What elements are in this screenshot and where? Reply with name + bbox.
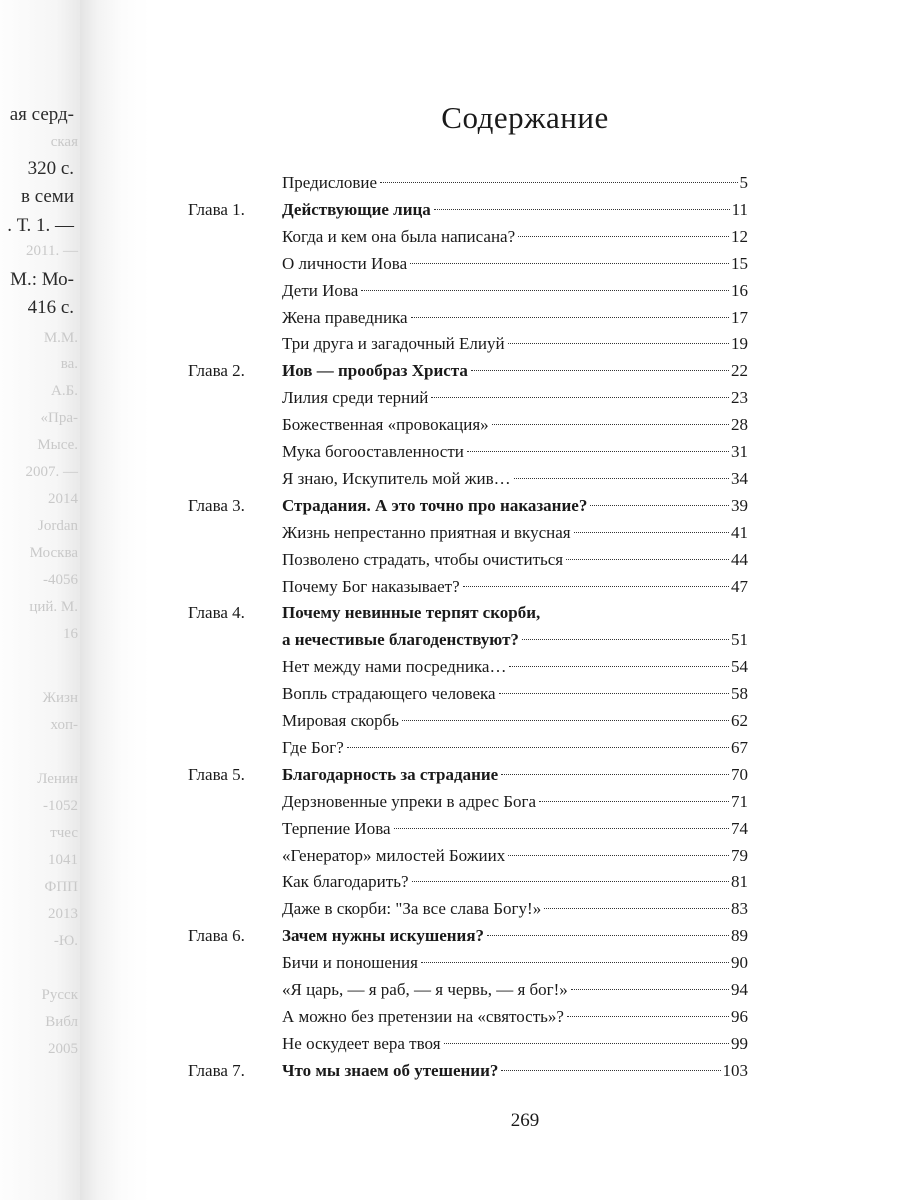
toc-dot-leader (590, 505, 729, 506)
toc-entry (282, 305, 748, 331)
toc-entry-title: Бичи и поношения (282, 953, 418, 973)
toc-row (0, 950, 900, 976)
toc-page-number: 89 (731, 926, 748, 946)
toc-entry (282, 466, 748, 492)
toc-entry (282, 331, 748, 357)
toc-dot-leader (509, 666, 729, 667)
toc-dot-leader (431, 397, 729, 398)
toc-page-number: 34 (731, 468, 748, 488)
toc-dot-leader (394, 828, 729, 829)
toc-row (0, 574, 900, 600)
toc-entry-title: Почему Бог наказывает? (282, 576, 460, 596)
toc-entry-title: Жизнь непрестанно приятная и вкусная (282, 522, 571, 542)
left-page-faded-line: Jordan (38, 518, 78, 534)
toc-dot-leader (463, 586, 729, 587)
toc-chapter-label: Глава 7. (188, 1060, 245, 1080)
toc-row (0, 843, 900, 869)
left-page-faded-line: Жизн (42, 690, 78, 706)
toc-chapter-row (0, 493, 900, 519)
toc-row (0, 735, 900, 761)
toc-dot-leader (499, 693, 729, 694)
toc-page-number: 54 (731, 657, 748, 677)
toc-entry-title: Жена праведника (282, 307, 408, 327)
toc-entry (282, 278, 748, 304)
toc-page-number: 31 (731, 442, 748, 461)
left-page-faded-line: хоп- (50, 717, 78, 733)
left-page-faded-line: -4056 (43, 572, 78, 588)
toc-entry-title: Дети Иова (282, 280, 359, 300)
toc-entry (282, 439, 748, 465)
toc-row (0, 789, 900, 815)
toc-dot-leader (434, 209, 730, 210)
toc-entry-title: Божественная «провокация» (282, 415, 489, 435)
toc-dot-leader (501, 1070, 720, 1071)
left-page-faded-line: -Ю. (53, 933, 78, 949)
toc-entry-title: Дерзновенные упреки в адрес Бога (282, 791, 537, 811)
toc-entry-title: Почему невинные терпят скорби, (282, 603, 541, 623)
toc-entry (282, 843, 748, 869)
toc-row (0, 305, 900, 331)
toc-page-number: 62 (731, 711, 748, 730)
toc-entry (282, 574, 748, 600)
toc-entry-title: А можно без претензии на «святость»? (282, 1006, 564, 1026)
toc-entry-title: Действующие лица (282, 199, 431, 219)
toc-entry (282, 1058, 748, 1084)
toc-row (0, 466, 900, 492)
toc-chapter-row (0, 762, 900, 788)
toc-page-number: 96 (731, 1006, 748, 1026)
toc-row (0, 439, 900, 465)
toc-page-number: 90 (731, 953, 748, 973)
toc-entry-title: Мука богооставленности (282, 442, 464, 461)
toc-entry (282, 412, 748, 438)
toc-chapter-row (0, 923, 900, 949)
toc-entry (282, 681, 748, 707)
toc-row (0, 654, 900, 680)
toc-dot-leader (566, 559, 729, 560)
left-page-faded-line: ФПП (44, 879, 78, 895)
left-page-faded-line: Ленин (37, 771, 78, 787)
toc-row (0, 170, 900, 196)
toc-entry-title: Благодарность за страдание (282, 764, 499, 784)
toc-entry-title: Зачем нужны искушения? (282, 926, 485, 946)
toc-chapter-label: Глава 1. (188, 199, 245, 219)
toc-entry (282, 197, 748, 223)
left-page-faded-line: ций. М. (29, 599, 78, 615)
toc-dot-leader (467, 451, 729, 452)
toc-entry-title: Не оскудеет вера твоя (282, 1033, 441, 1053)
toc-entry-title: Когда и кем она была написана? (282, 226, 516, 246)
toc-chapter-label: Глава 4. (188, 603, 245, 623)
toc-entry (282, 224, 748, 250)
left-page-line: 416 с. (27, 297, 74, 318)
toc-dot-leader (471, 370, 729, 371)
left-page-faded-line: 1041 (48, 852, 78, 868)
toc-chapter-row (0, 1058, 900, 1084)
toc-page-number: 11 (731, 199, 748, 219)
toc-entry-title: Терпение Иова (282, 818, 391, 838)
toc-page-number: 58 (731, 684, 748, 704)
left-page-faded-line: ская (50, 134, 78, 150)
toc-page-number: 28 (731, 415, 748, 435)
left-page-line: . Т. 1. — (7, 215, 74, 236)
toc-row (0, 547, 900, 573)
toc-entry-title: Даже в скорби: "За все слава Богу!» (282, 899, 542, 919)
toc-page-number: 71 (731, 791, 748, 811)
left-page-faded-line: «Пра- (40, 410, 78, 426)
left-page-faded-line: Москва (29, 545, 78, 561)
left-page-faded-line: 16 (63, 626, 78, 642)
toc-chapter-row (0, 600, 900, 626)
left-page-line: в семи (20, 186, 74, 207)
toc-row (0, 869, 900, 895)
toc-entry-title: Предисловие (282, 173, 378, 192)
toc-page-number: 15 (731, 253, 748, 273)
toc-page-number: 39 (731, 495, 748, 515)
toc-row (0, 708, 900, 734)
toc-dot-leader (411, 317, 729, 318)
toc-row (0, 1004, 900, 1030)
left-page-line: 320 с. (27, 158, 74, 179)
toc-dot-leader (487, 935, 729, 936)
toc-row (0, 278, 900, 304)
page-title: Содержание (441, 100, 609, 135)
toc-entry-title: Вопль страдающего человека (282, 684, 496, 704)
left-page-faded-line: ва. (60, 356, 78, 372)
toc-entry (282, 170, 748, 196)
toc-entry (282, 708, 748, 734)
toc-entry (282, 520, 748, 546)
toc-page-number: 103 (722, 1060, 748, 1080)
toc-entry-title: Где Бог? (282, 737, 344, 757)
toc-entry-title: «Генератор» милостей Божиих (282, 845, 506, 865)
toc-entry-title: Позволено страдать, чтобы очиститься (282, 549, 564, 569)
toc-dot-leader (514, 478, 729, 479)
toc-dot-leader (567, 1016, 729, 1017)
toc-dot-leader (501, 774, 729, 775)
toc-dot-leader (518, 236, 729, 237)
toc-dot-leader (508, 855, 729, 856)
left-page-faded-line: 2007. — (25, 464, 78, 480)
left-page-faded-line: Вибл (45, 1014, 78, 1030)
toc-dot-leader (539, 801, 729, 802)
toc-page-number: 44 (731, 549, 748, 569)
toc-dot-leader (361, 290, 729, 291)
toc-page-number: 81 (731, 872, 748, 892)
toc-entry-title: Как благодарить? (282, 872, 409, 892)
toc-entry-title: Три друга и загадочный Елиуй (282, 334, 505, 354)
toc-page-number: 22 (731, 361, 748, 381)
toc-entry (282, 358, 748, 384)
toc-dot-leader (421, 962, 729, 963)
left-page-faded-line: 2011. — (26, 243, 78, 259)
toc-entry (282, 816, 748, 842)
toc-page-number: 17 (731, 307, 748, 327)
toc-dot-leader (492, 424, 729, 425)
toc-chapter-label: Глава 6. (188, 926, 245, 946)
toc-page-number: 79 (731, 845, 748, 865)
toc-entry-title: Что мы знаем об утешении? (282, 1060, 499, 1080)
toc-entry (282, 627, 748, 653)
toc-entry (282, 896, 748, 922)
toc-dot-leader (402, 720, 729, 721)
toc-entry (282, 1031, 748, 1057)
toc-page-number: 47 (731, 576, 748, 596)
toc-page-number: 16 (731, 280, 748, 300)
toc-page-number: 5 (739, 173, 748, 192)
toc-entry-title: О личности Иова (282, 253, 408, 273)
left-page-line: М.: Мо- (10, 269, 74, 290)
toc-entry (282, 762, 748, 788)
toc-dot-leader (574, 532, 729, 533)
toc-page-number: 19 (731, 334, 748, 354)
toc-entry (282, 789, 748, 815)
toc-chapter-label: Глава 2. (188, 361, 245, 381)
left-page-faded-line: А.Б. (51, 383, 78, 399)
toc-row (0, 896, 900, 922)
toc-entry (282, 600, 748, 626)
toc-entry (282, 654, 748, 680)
page-number: 269 (510, 1110, 540, 1131)
toc-dot-leader (508, 343, 729, 344)
toc-row (0, 627, 900, 653)
toc-page-number: 41 (731, 522, 748, 542)
toc-row (0, 816, 900, 842)
left-page-faded-line: Русск (41, 987, 78, 1003)
toc-row (0, 385, 900, 411)
toc-dot-leader (571, 989, 729, 990)
toc-page-number: 94 (731, 980, 748, 999)
toc-page-number: 70 (731, 764, 748, 784)
toc-chapter-label: Глава 3. (188, 495, 245, 515)
toc-dot-leader (444, 1043, 729, 1044)
toc-row (0, 520, 900, 546)
toc-dot-leader (544, 908, 729, 909)
left-page-faded-line: тчес (50, 825, 78, 841)
toc-page-number: 51 (731, 630, 748, 650)
toc-entry (282, 977, 748, 1003)
toc-row (0, 251, 900, 277)
left-page-line: ая серд- (9, 104, 74, 125)
toc-dot-leader (522, 639, 729, 640)
toc-dot-leader (412, 881, 729, 882)
toc-page-number: 74 (731, 818, 748, 838)
toc-row (0, 1031, 900, 1057)
toc-entry (282, 251, 748, 277)
toc-page-number: 83 (731, 899, 748, 919)
left-page-faded-line: 2014 (48, 491, 78, 507)
toc-dot-leader (347, 747, 729, 748)
left-page-faded-line: 2013 (48, 906, 78, 922)
toc-entry (282, 493, 748, 519)
toc-entry-title: Страдания. А это точно про наказание? (282, 495, 588, 515)
toc-chapter-label: Глава 5. (188, 764, 245, 784)
toc-entry (282, 735, 748, 761)
left-page-faded-line: Мысе. (37, 437, 78, 453)
toc-page-number: 99 (731, 1033, 748, 1053)
toc-row (0, 977, 900, 1003)
toc-page-number: 67 (731, 737, 748, 757)
toc-chapter-row (0, 197, 900, 223)
toc-entry (282, 547, 748, 573)
toc-entry (282, 923, 748, 949)
toc-entry (282, 1004, 748, 1030)
toc-entry (282, 385, 748, 411)
left-page-faded-line: 2005 (48, 1041, 78, 1057)
toc-row (0, 331, 900, 357)
toc-chapter-row (0, 358, 900, 384)
left-page-faded-line: -1052 (43, 798, 78, 814)
toc-page-number: 12 (731, 226, 748, 246)
toc-entry-title: Я знаю, Искупитель мой жив… (282, 468, 511, 488)
toc-row (0, 224, 900, 250)
toc-entry-title: «Я царь, — я раб, — я червь, — я бог!» (282, 980, 568, 999)
toc-row (0, 681, 900, 707)
toc-entry-title: Мировая скорбь (282, 711, 399, 730)
toc-row (0, 412, 900, 438)
toc-entry (282, 869, 748, 895)
toc-entry (282, 950, 748, 976)
toc-entry-title: Иов — прообраз Христа (282, 361, 468, 381)
toc-dot-leader (380, 182, 737, 183)
toc-entry-title: Нет между нами посредника… (282, 657, 507, 677)
toc-entry-title: Лилия среди терний (282, 388, 429, 408)
left-page-faded-line: М.М. (43, 330, 78, 346)
toc-entry-title: а нечестивые благоденствуют? (282, 630, 519, 650)
toc-dot-leader (410, 263, 729, 264)
toc-page-number: 23 (731, 388, 748, 408)
